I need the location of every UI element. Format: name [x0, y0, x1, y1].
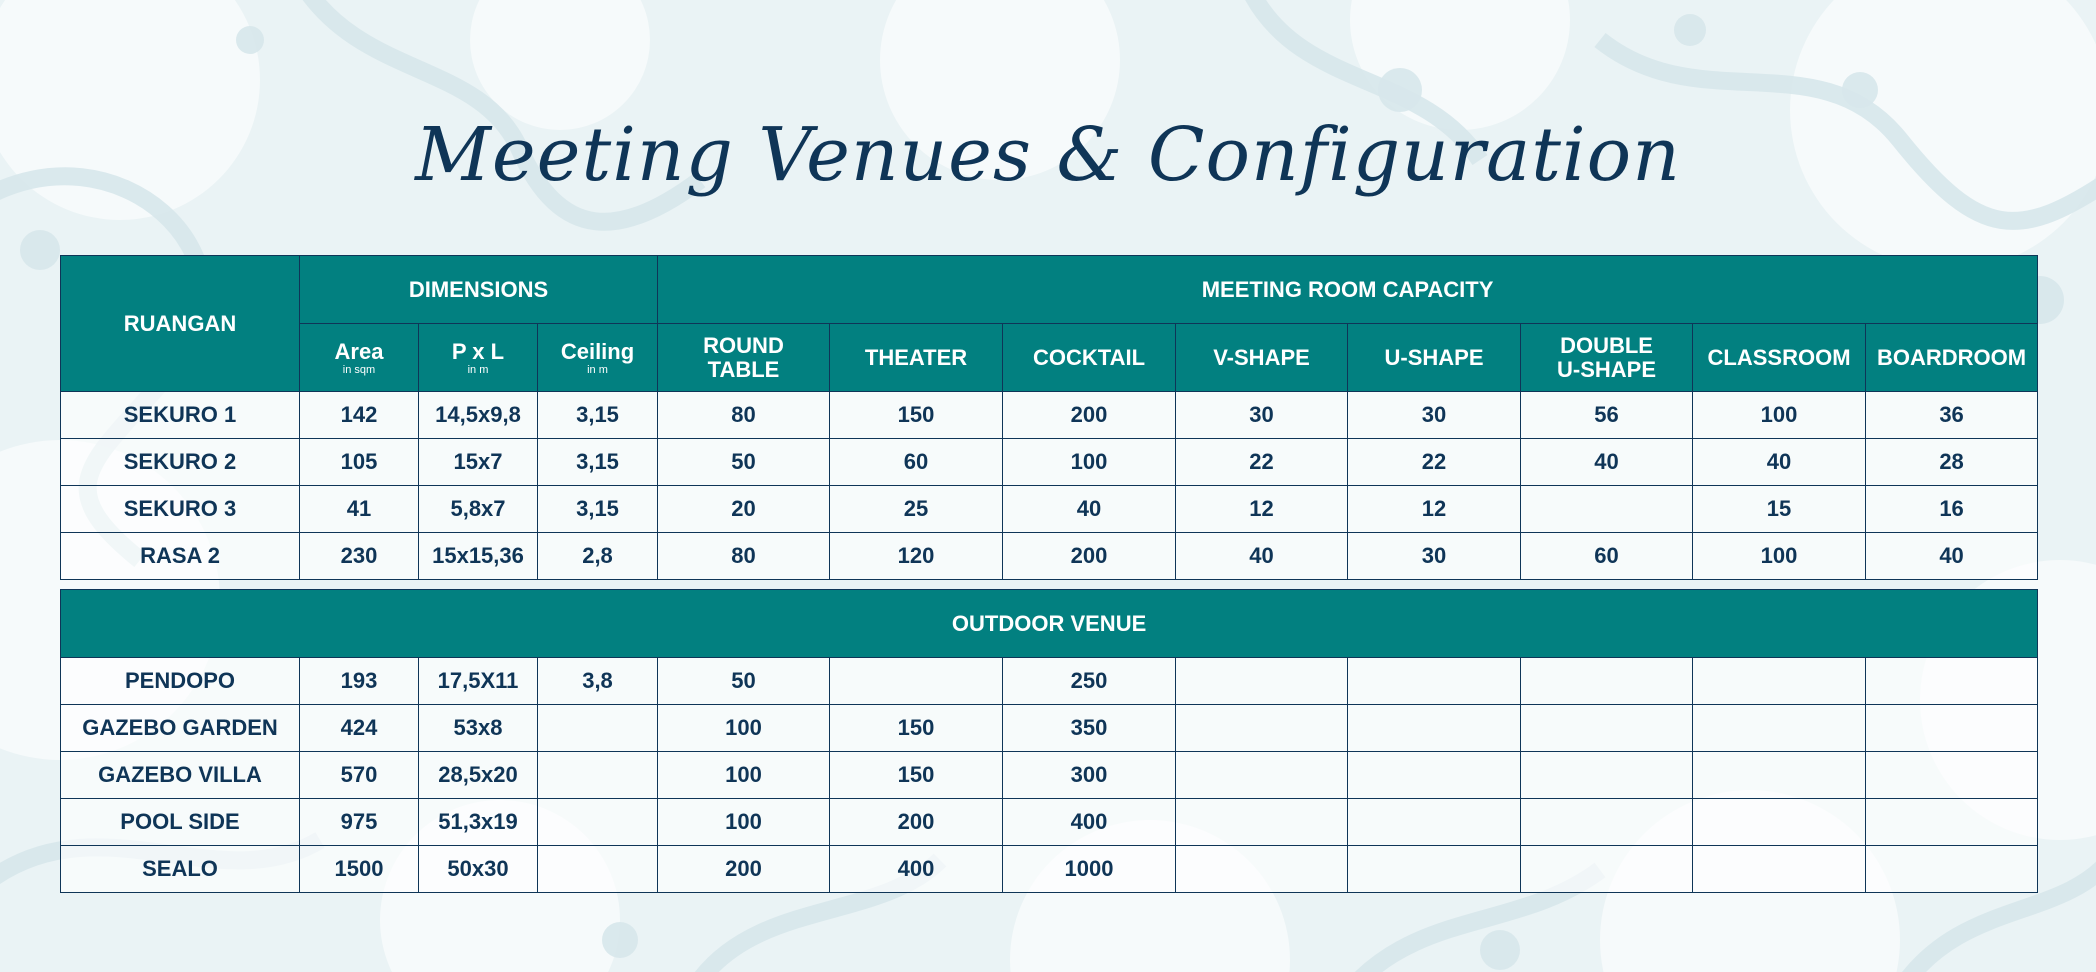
table-cell: 150	[830, 705, 1003, 752]
table-cell	[1866, 658, 2038, 705]
table-cell: 30	[1348, 533, 1521, 580]
table-cell: 200	[658, 846, 830, 893]
room-name-cell: RASA 2	[61, 533, 300, 580]
room-name-cell: SEKURO 1	[61, 392, 300, 439]
table-cell	[1866, 705, 2038, 752]
outdoor-venue-header: OUTDOOR VENUE	[61, 590, 2038, 658]
table-cell: 3,15	[538, 486, 658, 533]
round-table-label-line2: TABLE	[707, 356, 780, 382]
area-unit: in sqm	[342, 363, 376, 376]
area-label: Area	[334, 338, 384, 364]
table-row	[61, 392, 2038, 439]
table-cell: 15	[1693, 486, 1866, 533]
table-cell: 28	[1866, 439, 2038, 486]
table-cell: 53x8	[419, 705, 538, 752]
table-cell	[1521, 799, 1693, 846]
table-cell: 60	[1521, 533, 1693, 580]
col-header-capacity: MEETING ROOM CAPACITY	[658, 256, 2038, 324]
table-cell	[1348, 752, 1521, 799]
col-header-ushape: U-SHAPE	[1348, 324, 1521, 392]
table-cell: 424	[300, 705, 419, 752]
table-cell: 41	[300, 486, 419, 533]
table-cell	[1521, 658, 1693, 705]
table-cell	[538, 799, 658, 846]
table-cell: 100	[658, 752, 830, 799]
outdoor-venue-table	[60, 589, 2038, 893]
double-ushape-label-line2: U-SHAPE	[1557, 356, 1657, 382]
col-header-cocktail: COCKTAIL	[1003, 324, 1176, 392]
table-row	[61, 658, 2038, 705]
table-cell: 12	[1348, 486, 1521, 533]
table-cell	[1348, 799, 1521, 846]
table-cell: 200	[1003, 392, 1176, 439]
table-cell: 14,5x9,8	[419, 392, 538, 439]
table-cell: 36	[1866, 392, 2038, 439]
table-cell: 250	[1003, 658, 1176, 705]
room-name-cell: GAZEBO VILLA	[61, 752, 300, 799]
table-cell	[1176, 705, 1348, 752]
table-cell: 30	[1176, 392, 1348, 439]
table-cell	[1176, 799, 1348, 846]
col-header-room: RUANGAN	[61, 256, 300, 392]
room-name-cell: SEALO	[61, 846, 300, 893]
table-cell: 150	[830, 752, 1003, 799]
table-cell: 56	[1521, 392, 1693, 439]
table-cell	[1521, 486, 1693, 533]
table-cell: 51,3x19	[419, 799, 538, 846]
table-cell: 40	[1693, 439, 1866, 486]
table-cell: 15x15,36	[419, 533, 538, 580]
table-row	[61, 846, 2038, 893]
table-cell	[1176, 846, 1348, 893]
col-header-ceiling	[538, 324, 658, 392]
table-cell	[1348, 846, 1521, 893]
table-cell	[538, 705, 658, 752]
col-header-vshape: V-SHAPE	[1176, 324, 1348, 392]
outdoor-venue-rows	[61, 658, 2038, 893]
table-cell: 5,8x7	[419, 486, 538, 533]
table-cell: 28,5x20	[419, 752, 538, 799]
table-cell	[538, 846, 658, 893]
table-cell: 142	[300, 392, 419, 439]
table-cell: 200	[1003, 533, 1176, 580]
table-cell: 3,15	[538, 439, 658, 486]
table-cell: 100	[1693, 533, 1866, 580]
table-cell: 2,8	[538, 533, 658, 580]
table-row	[61, 486, 2038, 533]
table-cell	[830, 658, 1003, 705]
table-cell: 40	[1003, 486, 1176, 533]
table-cell: 400	[830, 846, 1003, 893]
table-cell	[1866, 752, 2038, 799]
col-header-theater: THEATER	[830, 324, 1003, 392]
table-cell	[1693, 799, 1866, 846]
table-cell: 193	[300, 658, 419, 705]
table-cell: 200	[830, 799, 1003, 846]
table-cell: 16	[1866, 486, 2038, 533]
col-header-round-table	[658, 324, 830, 392]
table-cell: 120	[830, 533, 1003, 580]
table-cell: 12	[1176, 486, 1348, 533]
table-cell: 22	[1176, 439, 1348, 486]
table-cell: 105	[300, 439, 419, 486]
table-cell: 3,15	[538, 392, 658, 439]
table-cell: 570	[300, 752, 419, 799]
table-cell	[1348, 658, 1521, 705]
table-cell	[1521, 705, 1693, 752]
table-row	[61, 752, 2038, 799]
table-cell	[1521, 752, 1693, 799]
table-row	[61, 705, 2038, 752]
ceiling-label: Ceiling	[560, 338, 635, 364]
table-cell: 100	[1003, 439, 1176, 486]
table-cell	[1521, 846, 1693, 893]
table-cell: 150	[830, 392, 1003, 439]
page-title: Meeting Venues & Configuration	[415, 112, 1681, 198]
col-header-boardroom: BOARDROOM	[1866, 324, 2038, 392]
table-cell: 3,8	[538, 658, 658, 705]
table-cell	[1348, 705, 1521, 752]
table-cell: 25	[830, 486, 1003, 533]
table-cell: 50	[658, 439, 830, 486]
table-cell: 80	[658, 533, 830, 580]
room-name-cell: GAZEBO GARDEN	[61, 705, 300, 752]
table-row	[61, 439, 2038, 486]
room-name-cell: PENDOPO	[61, 658, 300, 705]
table-cell: 100	[658, 799, 830, 846]
col-header-pxl	[419, 324, 538, 392]
table-cell	[1866, 846, 2038, 893]
round-table-label-line1: ROUND	[703, 332, 784, 358]
ceiling-unit: in m	[587, 363, 608, 376]
col-header-area	[300, 324, 419, 392]
col-header-dimensions: DIMENSIONS	[300, 256, 658, 324]
pxl-label: P x L	[451, 338, 505, 364]
table-cell: 100	[1693, 392, 1866, 439]
table-cell: 17,5X11	[419, 658, 538, 705]
table-cell: 50x30	[419, 846, 538, 893]
table-cell	[538, 752, 658, 799]
table-cell: 350	[1003, 705, 1176, 752]
table-cell: 300	[1003, 752, 1176, 799]
table-cell: 1500	[300, 846, 419, 893]
col-header-double-ushape	[1521, 324, 1693, 392]
table-cell	[1693, 658, 1866, 705]
room-name-cell: SEKURO 2	[61, 439, 300, 486]
table-cell: 400	[1003, 799, 1176, 846]
table-cell: 30	[1348, 392, 1521, 439]
table-cell: 15x7	[419, 439, 538, 486]
meeting-room-rows	[61, 392, 2038, 580]
table-cell	[1176, 752, 1348, 799]
table-cell: 1000	[1003, 846, 1176, 893]
table-cell: 50	[658, 658, 830, 705]
table-cell: 100	[658, 705, 830, 752]
table-cell: 40	[1176, 533, 1348, 580]
table-cell: 40	[1521, 439, 1693, 486]
table-cell: 20	[658, 486, 830, 533]
col-header-classroom: CLASSROOM	[1693, 324, 1866, 392]
room-name-cell: POOL SIDE	[61, 799, 300, 846]
table-cell	[1693, 752, 1866, 799]
table-cell: 80	[658, 392, 830, 439]
table-cell	[1693, 705, 1866, 752]
table-cell	[1866, 799, 2038, 846]
table-row	[61, 533, 2038, 580]
meeting-room-table	[60, 255, 2038, 580]
table-cell: 230	[300, 533, 419, 580]
table-cell	[1176, 658, 1348, 705]
table-cell: 22	[1348, 439, 1521, 486]
table-cell: 60	[830, 439, 1003, 486]
pxl-unit: in m	[467, 363, 489, 376]
table-row	[61, 799, 2038, 846]
double-ushape-label-line1: DOUBLE	[1560, 332, 1653, 358]
table-cell: 975	[300, 799, 419, 846]
room-name-cell: SEKURO 3	[61, 486, 300, 533]
table-cell	[1693, 846, 1866, 893]
table-cell: 40	[1866, 533, 2038, 580]
